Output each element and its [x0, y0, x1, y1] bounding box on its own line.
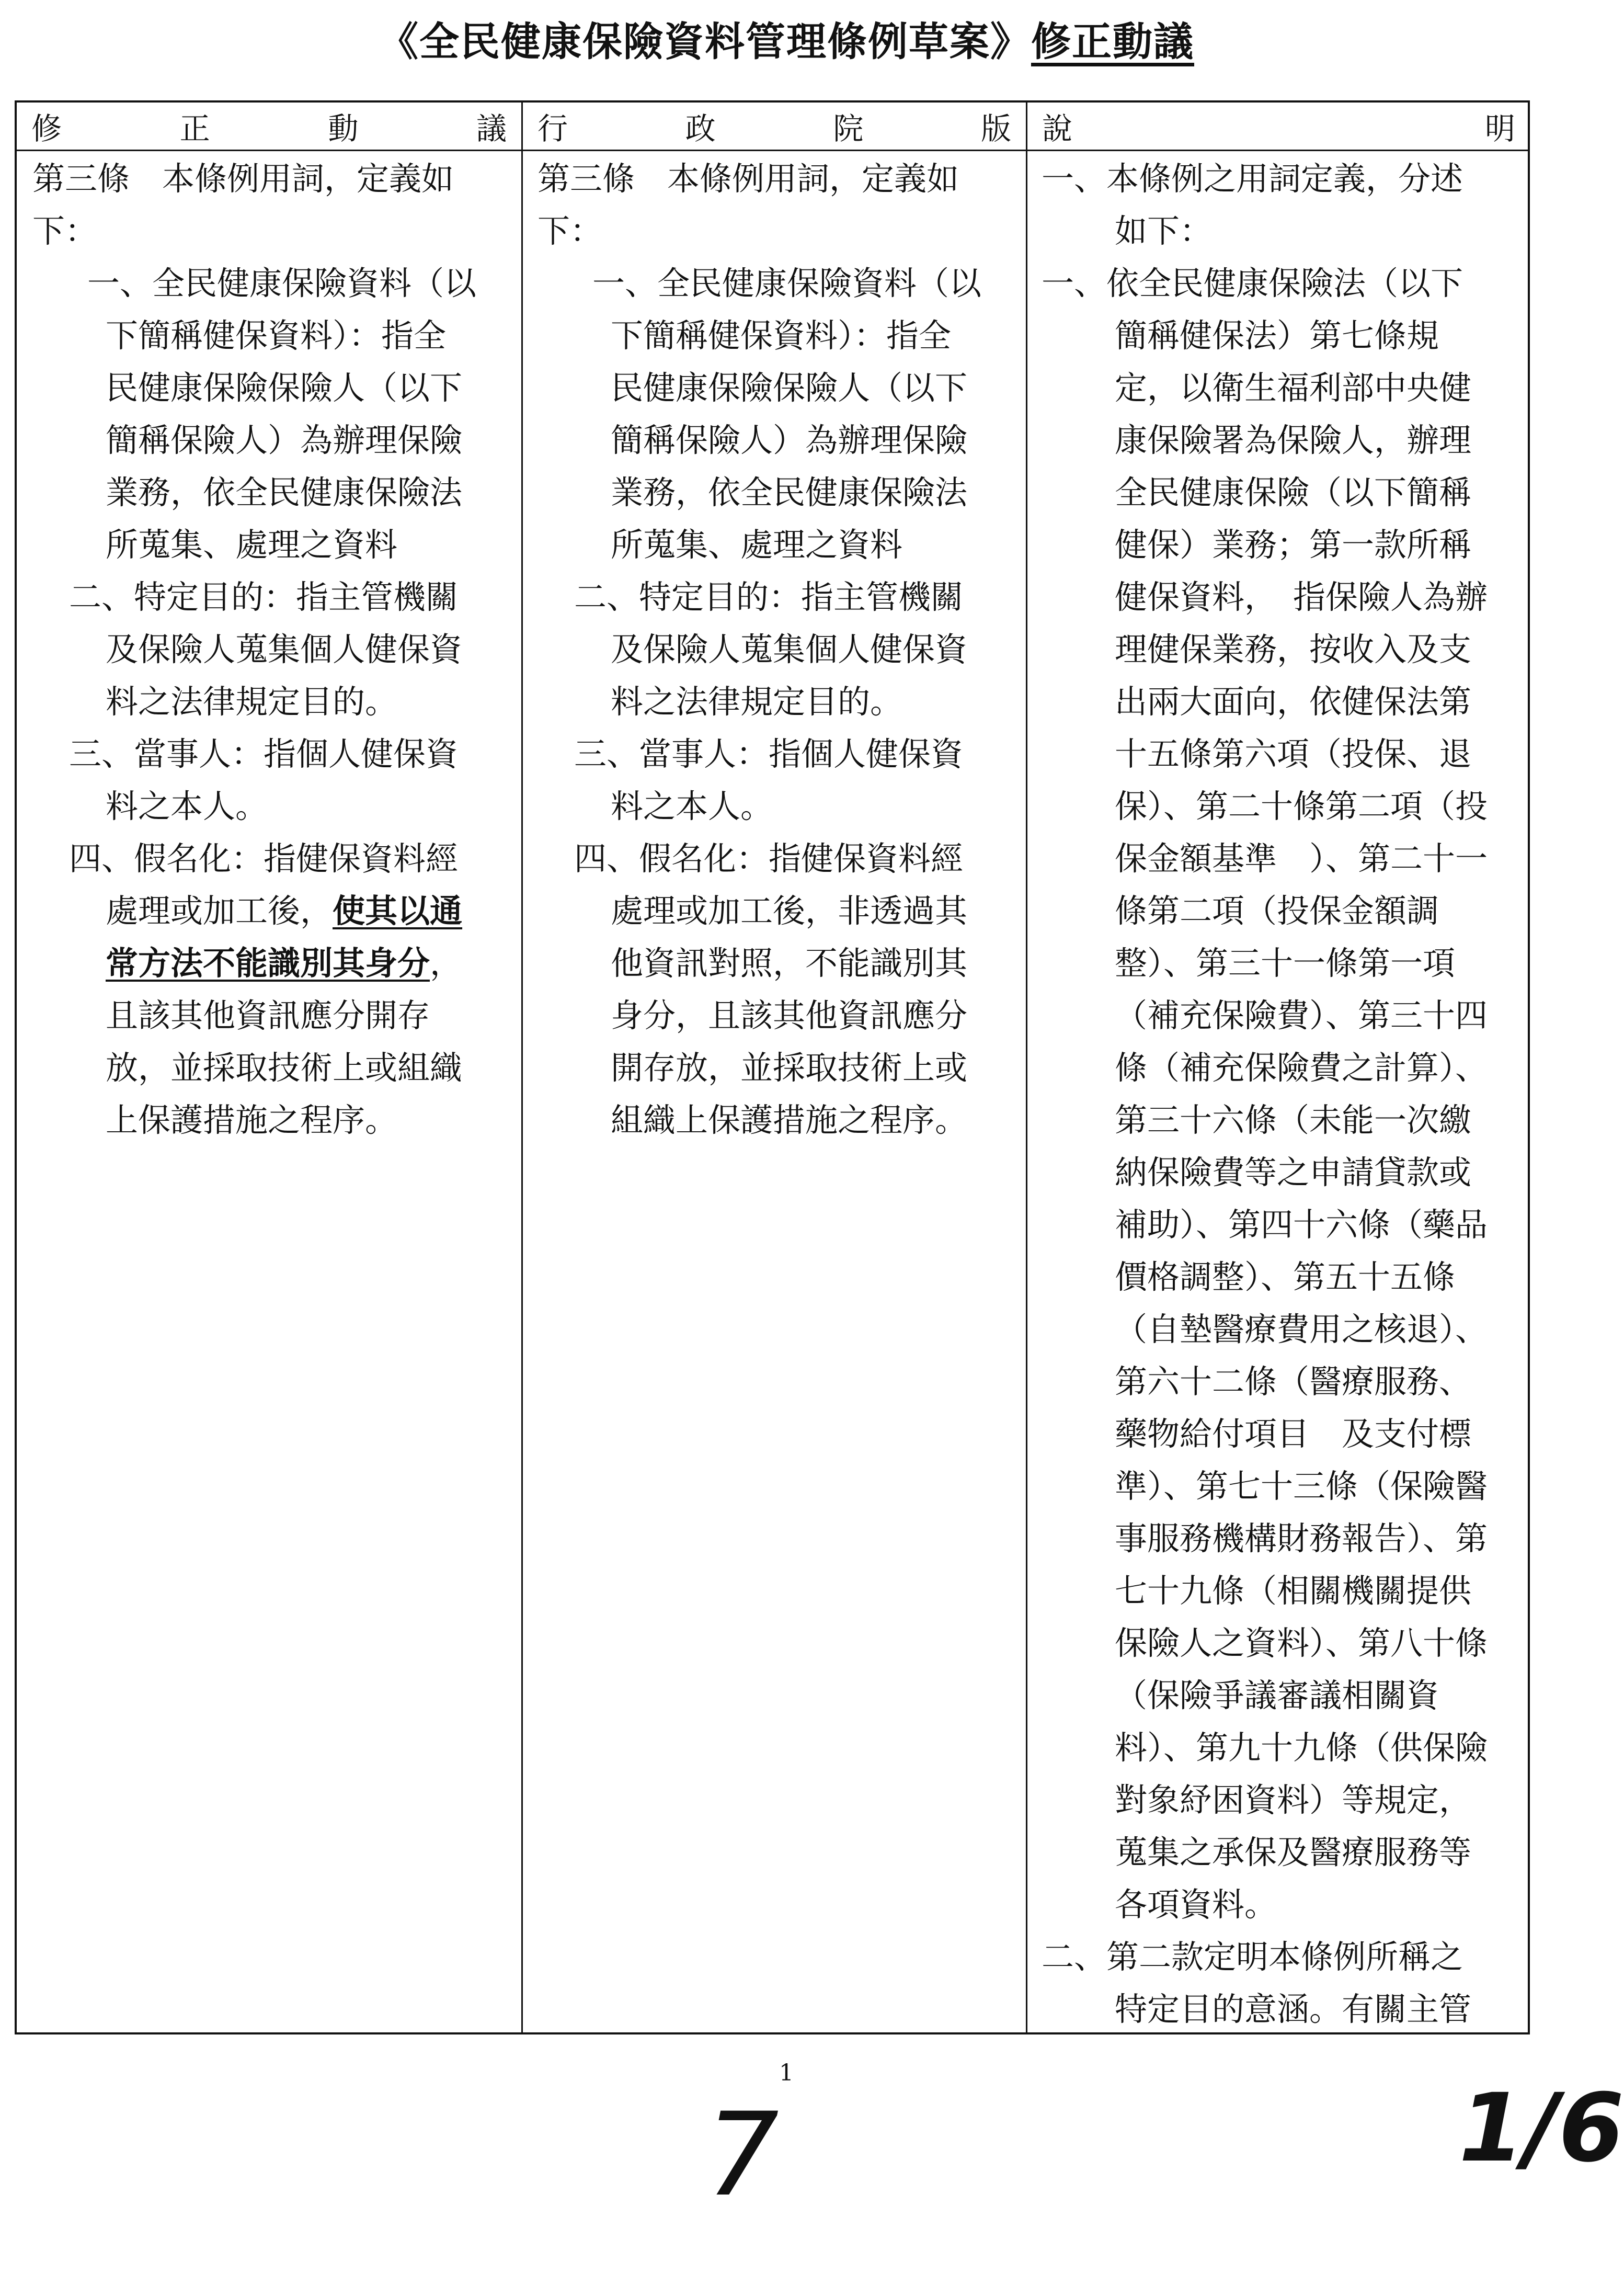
text-line: 一、全民健康保險資料（以 [87, 264, 477, 302]
column-divider-1 [521, 103, 523, 2032]
title-main: 《全民健康保險資料管理條例草案》 [379, 18, 1031, 65]
header-amendment: 修 正 動 議 [31, 111, 507, 146]
text-line: 簡稱保險人）為辦理保險 [106, 421, 463, 459]
text-line: 處理或加工後，使其以通 [106, 892, 463, 930]
text-line: 十五條第六項（投保、退 [1115, 735, 1472, 773]
text-line: 如下： [1115, 212, 1213, 250]
text-line: 下簡稱健保資料）：指全 [106, 316, 447, 355]
text-line: 簡稱保險人）為辦理保險 [611, 421, 968, 459]
text-line: 特定目的意涵。有關主管 [1115, 1990, 1472, 2028]
handwritten-fraction: 1/6 [1459, 2074, 1624, 2183]
text-line: 康保險署為保險人，辦理 [1115, 421, 1472, 459]
title-underlined: 修正動議 [1031, 18, 1194, 65]
amendment-column [32, 153, 516, 1146]
text-line: 處理或加工後，非透過其 [611, 892, 968, 930]
text-line: 開存放，並採取技術上或 [611, 1049, 968, 1087]
text-line: 健保資料， 指保險人為辦 [1115, 578, 1488, 616]
document-title [0, 16, 1573, 68]
text-line: 二、特定目的：指主管機關 [69, 578, 459, 616]
text-line: 下： [32, 212, 98, 250]
text-line: 所蒐集、處理之資料 [106, 526, 398, 564]
text-line: 藥物給付項目 及支付標 [1115, 1415, 1472, 1453]
text-line: 保險人之資料）、第八十條 [1115, 1624, 1488, 1662]
text-line: 第六十二條（醫療服務、 [1115, 1362, 1472, 1401]
text-line: 料）、第九十九條（供保險 [1115, 1729, 1488, 1767]
amended-text: 常方法不能識別其身分 [106, 944, 430, 982]
text-line: 納保險費等之申請貸款或 [1115, 1153, 1472, 1191]
text-line: 及保險人蒐集個人健保資 [611, 630, 968, 668]
text-line: 理健保業務，按收入及支 [1115, 630, 1472, 668]
text-line: 料之本人。 [611, 787, 773, 825]
header-explanation: 說 明 [1042, 111, 1515, 146]
text-line: 及保險人蒐集個人健保資 [106, 630, 463, 668]
text-line: 七十九條（相關機關提供 [1115, 1572, 1472, 1610]
text-line: 所蒐集、處理之資料 [611, 526, 903, 564]
text-line: 二、第二款定明本條例所稱之 [1042, 1938, 1463, 1976]
text-line: 準）、第七十三條（保險醫 [1115, 1467, 1488, 1505]
text-line: （保險爭議審議相關資 [1115, 1676, 1439, 1714]
text-line: 料之法律規定目的。 [611, 683, 903, 721]
header-divider [17, 150, 1528, 151]
text-line: 第三條 本條例用詞，定義如 [32, 160, 454, 198]
text-line: 身分，且該其他資訊應分 [611, 996, 968, 1034]
text-line: 四、假名化：指健保資料經 [574, 839, 964, 878]
text-line: 料之本人。 [106, 787, 268, 825]
text-line: 保金額基準 ）、第二十一 [1115, 839, 1488, 878]
text-line: 業務，依全民健康保險法 [611, 473, 968, 511]
text-line: （自墊醫療費用之核退）、 [1115, 1310, 1488, 1348]
text-line: 條第二項（投保金額調 [1115, 892, 1439, 930]
text-line: 一、全民健康保險資料（以 [592, 264, 982, 302]
text-line: 下： [537, 212, 603, 250]
text-line: 定，以衛生福利部中央健 [1115, 369, 1472, 407]
handwritten-number: 7 [706, 2088, 779, 2222]
text-line: 民健康保險保險人（以下 [106, 369, 463, 407]
page-number: 1 [779, 2060, 794, 2086]
text-line: 常方法不能識別其身分， [106, 944, 463, 982]
text-line: 二、特定目的：指主管機關 [574, 578, 964, 616]
text-line: 出兩大面向，依健保法第 [1115, 683, 1472, 721]
text-line: 他資訊對照，不能識別其 [611, 944, 968, 982]
text-line: 三、當事人：指個人健保資 [69, 735, 459, 773]
executive-yuan-column [537, 153, 1021, 1146]
text-line: 一、本條例之用詞定義，分述 [1042, 160, 1463, 198]
text-line: 料之法律規定目的。 [106, 683, 398, 721]
comparison-table [15, 100, 1530, 2034]
text-line: 三、當事人：指個人健保資 [574, 735, 964, 773]
text-line: 四、假名化：指健保資料經 [69, 839, 459, 878]
text-line: 保）、第二十條第二項（投 [1115, 787, 1488, 825]
text-line: 整）、第三十一條第一項 [1115, 944, 1456, 982]
text-line: 第三條 本條例用詞，定義如 [537, 160, 959, 198]
text-line: （補充保險費）、第三十四 [1115, 996, 1488, 1034]
text-line: 全民健康保險（以下簡稱 [1115, 473, 1472, 511]
header-executive-yuan: 行 政 院 版 [537, 111, 1011, 146]
text-line: 各項資料。 [1115, 1885, 1277, 1924]
text-line: 組織上保護措施之程序。 [611, 1101, 968, 1139]
text-line: 補助）、第四十六條（藥品 [1115, 1206, 1488, 1244]
text-line: 放，並採取技術上或組織 [106, 1049, 463, 1087]
text-line: 條（補充保險費之計算）、 [1115, 1049, 1488, 1087]
text-line: 且該其他資訊應分開存 [106, 996, 430, 1034]
amended-text: 使其以通 [333, 892, 463, 930]
text-line: 一、依全民健康保險法（以下 [1042, 264, 1463, 302]
text-line: 業務，依全民健康保險法 [106, 473, 463, 511]
explanation-column [1042, 153, 1528, 2036]
text-line: 價格調整）、第五十五條 [1115, 1258, 1456, 1296]
text-line: 事服務機構財務報告）、第 [1115, 1519, 1488, 1558]
text-line: 民健康保險保險人（以下 [611, 369, 968, 407]
text-line: 下簡稱健保資料）：指全 [611, 316, 952, 355]
text-line: 上保護措施之程序。 [106, 1101, 398, 1139]
text-line: 對象紓困資料）等規定， [1115, 1781, 1472, 1819]
text-line: 簡稱健保法）第七條規 [1115, 316, 1439, 355]
text-line: 第三十六條（未能一次繳 [1115, 1101, 1472, 1139]
text-line: 蒐集之承保及醫療服務等 [1115, 1833, 1472, 1871]
text-line: 健保）業務；第一款所稱 [1115, 526, 1472, 564]
column-divider-2 [1026, 103, 1027, 2032]
